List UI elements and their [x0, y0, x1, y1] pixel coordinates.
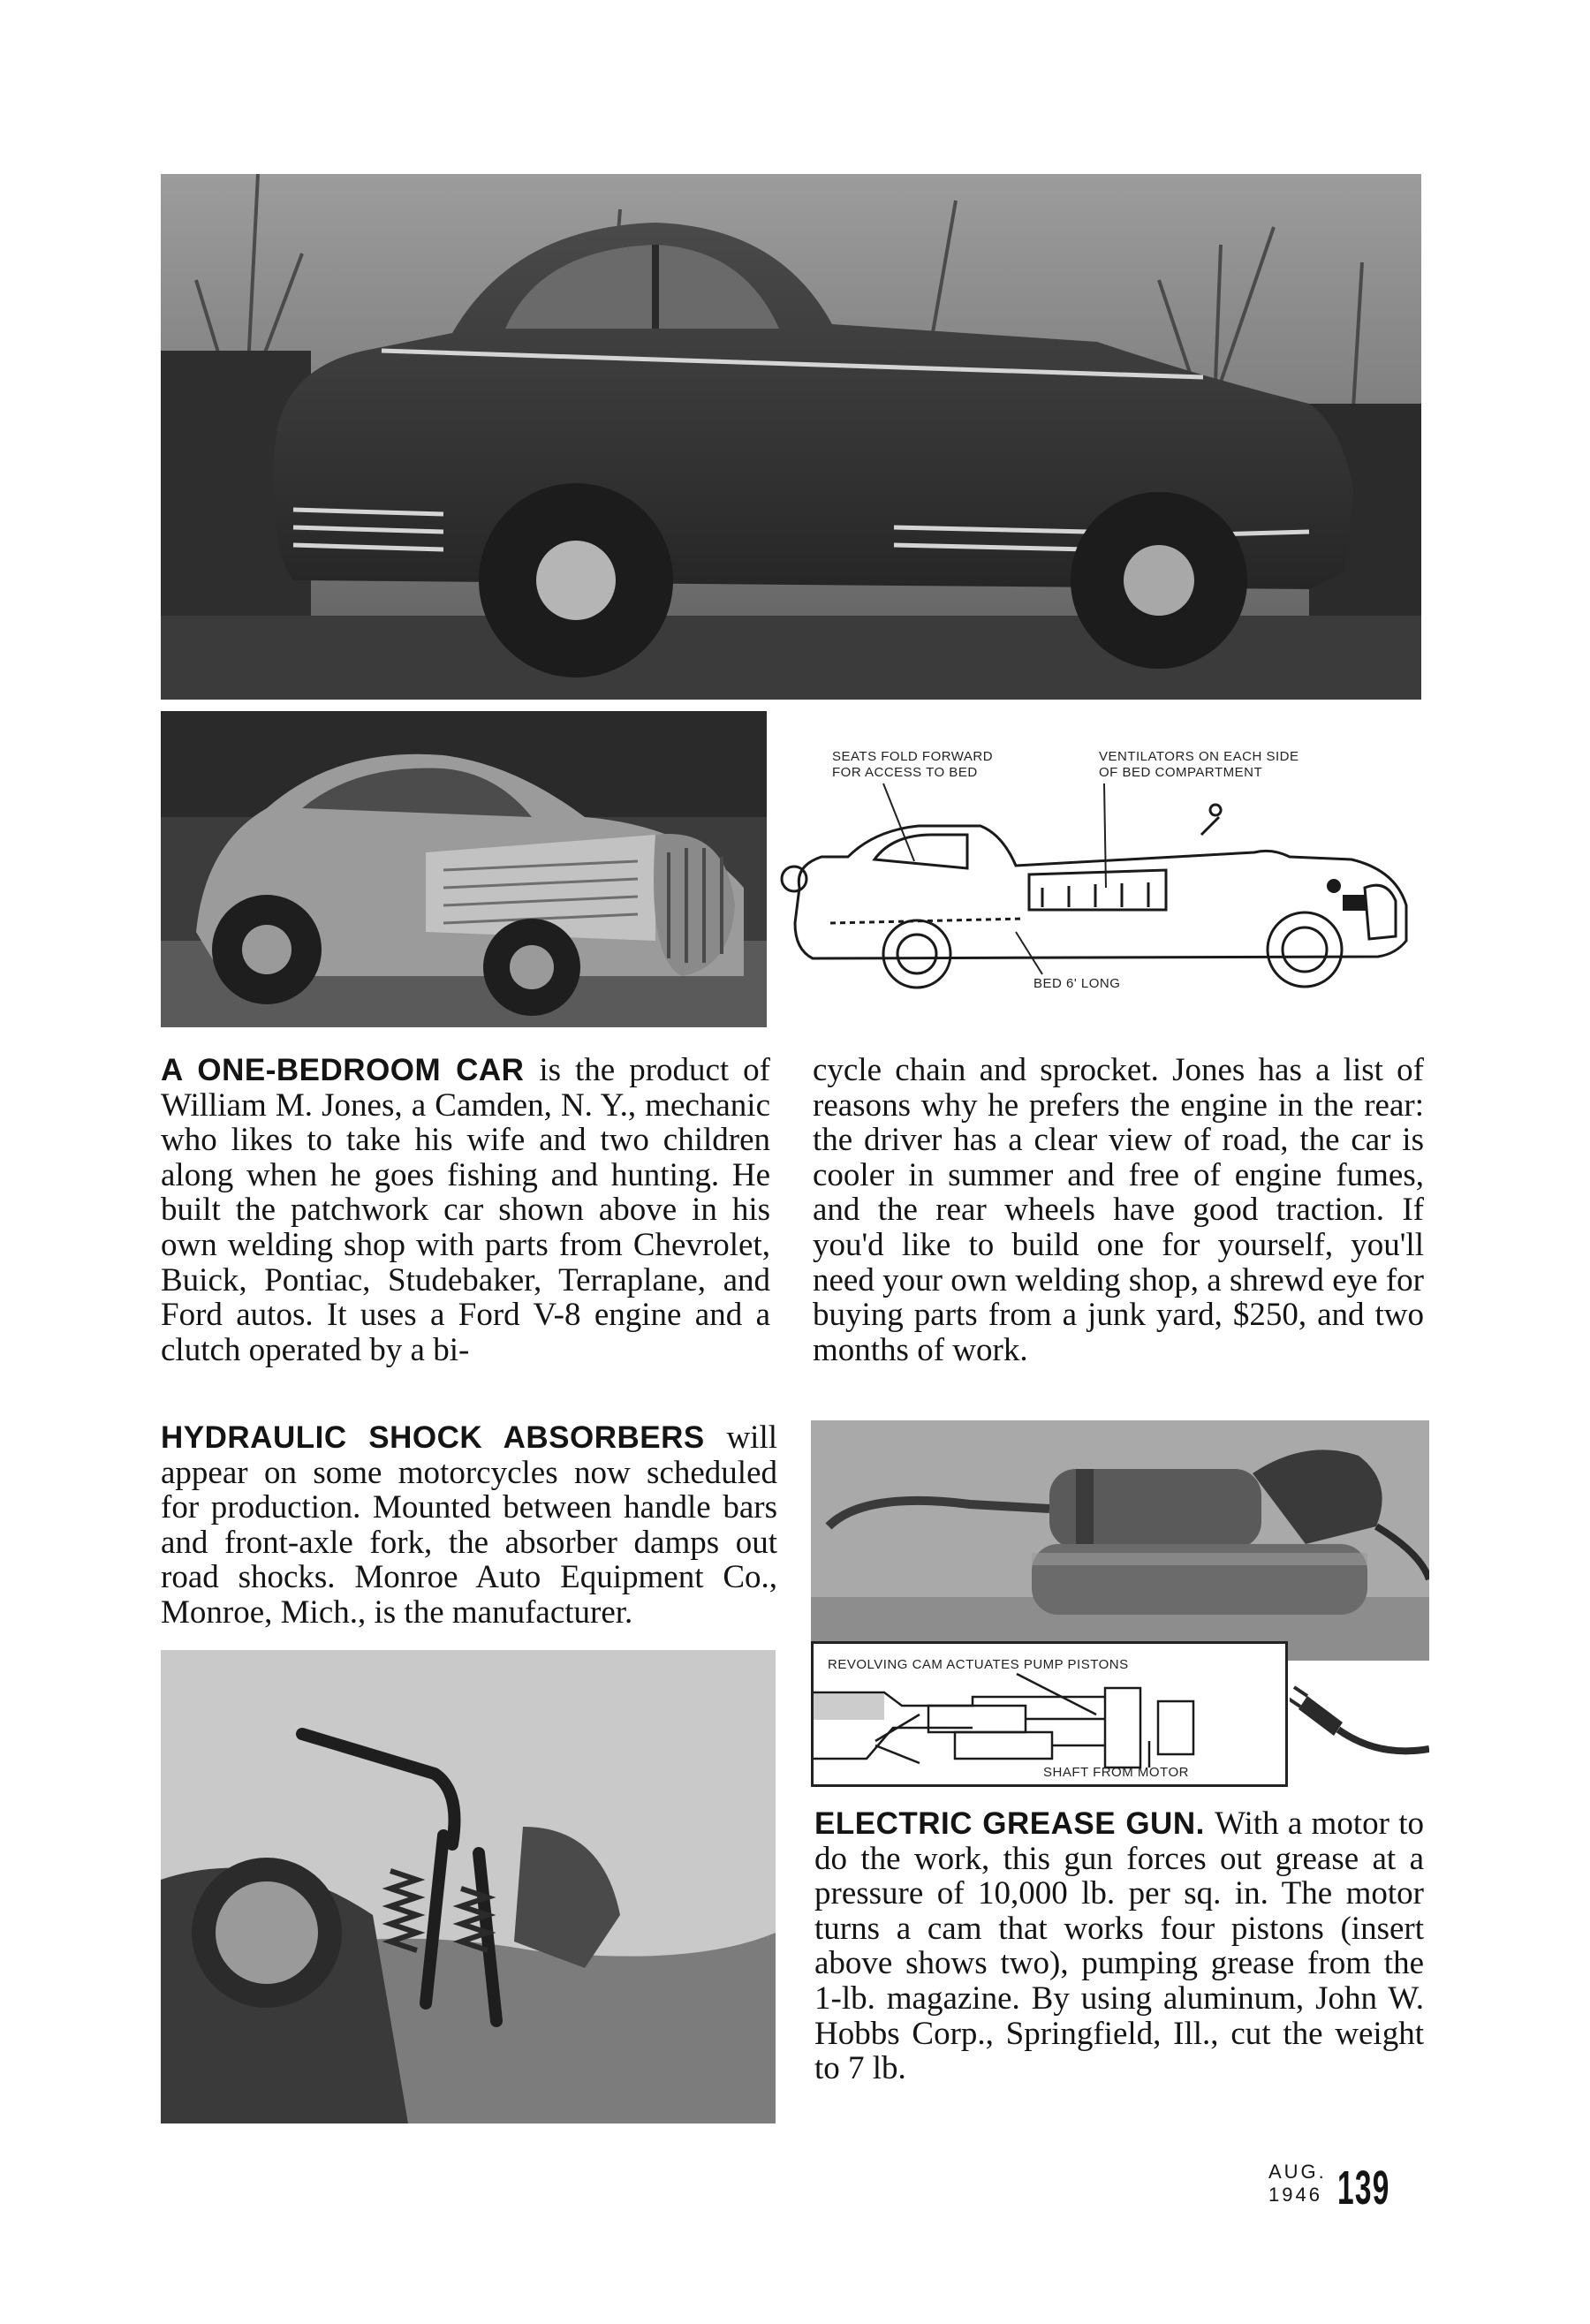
page-folio	[1268, 2161, 1427, 2214]
car-cutaway-diagram	[777, 711, 1431, 1027]
label-seats-access: FOR ACCESS TO BED	[832, 765, 978, 780]
grease-story-body: With a motor to do the work, this gun forces out grease at a pressure of 10,000 lb. per sq. in. The motor turns a cam that works four pistons (insert above shows two), pumping grease from the 1-lb. magazine. By using aluminum, John W. Hobbs Corp., Springfield, Ill., cut the weight to 7 lb.	[814, 1805, 1424, 2087]
label-seats-fold: SEATS FOLD FORWARD	[832, 749, 994, 764]
folio-month: AUG.	[1268, 2161, 1327, 2183]
label-bed-compartment: OF BED COMPARTMENT	[1099, 765, 1263, 780]
label-bed-length: BED 6' LONG	[1034, 976, 1121, 991]
shock-story-body: will appear on some motorcycles now scheduled for production. Mounted between handle bars and front-axle fork, the absorber damps out road shocks. Monroe Auto Equipment Co., Monroe, Mich., is the manufacturer.	[161, 1419, 777, 1631]
car-side-photo	[161, 174, 1421, 700]
page-number: 139	[1337, 2161, 1390, 2214]
label-shaft-from-motor: SHAFT FROM MOTOR	[1043, 1765, 1189, 1780]
electric-plug-photo	[1290, 1661, 1429, 1784]
shock-story-heading: HYDRAULIC SHOCK ABSORBERS	[161, 1420, 727, 1455]
folio-year: 1946	[1268, 2184, 1322, 2206]
car-rear-photo	[161, 711, 767, 1027]
car-story-col2	[813, 1053, 1424, 1367]
car-story-body-col1: is the product of William M. Jones, a Camden, N. Y., mechanic who likes to take his wife and two children along when he goes fishing and hunting. He built the patchwork car shown above in his own welding shop with parts from Chevrolet, Buick, Pontiac, Studebaker, Terraplane, and Ford autos. It uses a Ford V-8 engine and a clutch operated by a bi-	[161, 1052, 770, 1368]
car-story-col1	[161, 1053, 770, 1367]
motorcycle-photo	[161, 1650, 776, 2123]
pump-diagram	[811, 1641, 1288, 1787]
shock-story	[161, 1420, 777, 1631]
label-revolving-cam: REVOLVING CAM ACTUATES PUMP PISTONS	[828, 1657, 1129, 1672]
label-ventilators: VENTILATORS ON EACH SIDE	[1099, 749, 1299, 764]
car-story-heading: A ONE-BEDROOM CAR	[161, 1053, 540, 1087]
grease-gun-photo	[811, 1420, 1429, 1661]
car-story-body-col2: cycle chain and sprocket. Jones has a list of reasons why he prefers the engine in the rear: the driver has a clear view of road, the car is cooler in summer and free of engine fumes, and the rear wheels have good traction. If you'd like to build one for yourself, you'll need your own welding shop, a shrewd eye for buying parts from a junk yard, $250, and two months of work.	[813, 1052, 1424, 1368]
grease-story	[814, 1806, 1424, 2086]
grease-story-heading: ELECTRIC GREASE GUN.	[814, 1806, 1215, 1841]
